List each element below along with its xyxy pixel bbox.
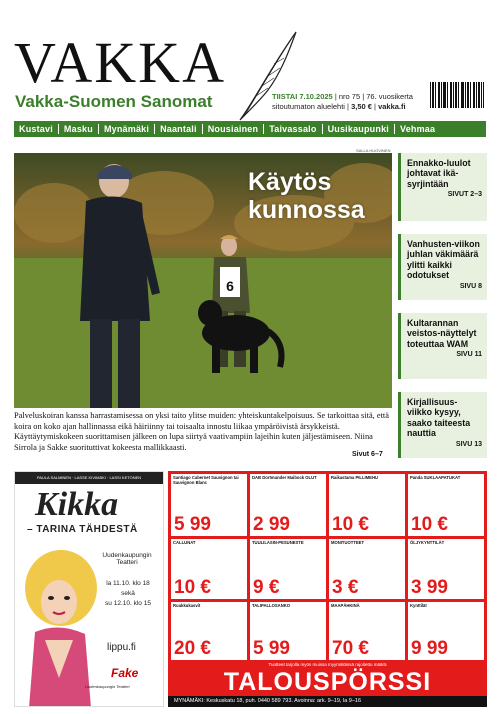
product-name: CALLUNAT [173, 540, 196, 545]
product-cell[interactable] [170, 601, 248, 661]
kikka-subtitle: – TARINA TÄHDESTÄ [27, 524, 138, 535]
product-price: 70 € [332, 638, 369, 659]
product-price: 2 99 [253, 514, 290, 535]
product-cell[interactable] [170, 538, 248, 600]
talousporssi-logo: TALOUSPÖRSSI [168, 668, 487, 696]
photo-credit: SALLA HUOVINEN [356, 148, 391, 153]
product-name: Ruukkukasvit [173, 603, 201, 608]
product-cell[interactable] [249, 538, 327, 600]
newspaper-subtitle: Vakka-Suomen Sanomat [15, 92, 213, 111]
product-name: ÖLJYKYNTTILÄT [410, 540, 445, 545]
product-cell[interactable] [328, 601, 406, 661]
kikka-date-1: la 11.10. klo 18 [106, 580, 150, 587]
product-price: 10 € [332, 514, 369, 535]
product-name: TALIPALLOSANKO [252, 603, 290, 608]
lead-headline[interactable] [248, 168, 365, 224]
kikka-venue: Uudenkaupungin Teatteri [102, 552, 152, 566]
product-name: Raikastama PILLIMEHU [331, 475, 379, 480]
talousporssi-footer: MYNÄMÄKI: Keskuskatu 18, puh. 0440 589 793. Avoinna: ark. 9–19, la 9–16 [168, 696, 487, 707]
product-cell[interactable] [407, 538, 485, 600]
teaser-title: Vanhusten-viikon juhlan väkimäärä ylitti kaikki odotukset [407, 239, 480, 281]
product-cell[interactable] [249, 473, 327, 537]
product-price: 3 99 [411, 577, 448, 598]
kikka-dates [101, 579, 155, 609]
product-price: 10 € [411, 514, 448, 535]
product-price: 10 € [174, 577, 211, 598]
teaser-3[interactable] [398, 313, 487, 379]
product-cell[interactable] [170, 473, 248, 537]
masthead [14, 30, 486, 116]
product-name: Panda SUKLAAPATUKAT [410, 475, 461, 480]
product-cell[interactable] [328, 538, 406, 600]
teaser-title: Ennakko-luulot johtavat ikä-syrjintään [407, 158, 471, 189]
nav-item-kustavi[interactable]: Kustavi [14, 124, 59, 134]
kikka-ticket-link[interactable]: lippu.fi [107, 642, 136, 653]
issue-price: 3,50 € [351, 102, 372, 111]
product-grid [170, 473, 485, 663]
product-price: 9 99 [411, 638, 448, 659]
product-name: TUULILASIN-PESUNESTE [252, 540, 304, 545]
barcode-icon [428, 80, 486, 114]
product-cell[interactable] [328, 473, 406, 537]
product-name: Santiago Cabernet Sauvignon tai Sauvignon Blanc [173, 475, 239, 485]
nav-item-masku[interactable]: Masku [59, 124, 99, 134]
issue-volume: 76. vuosikerta [366, 92, 413, 101]
kikka-logo: Kikka [35, 486, 119, 523]
product-name: Kynttilät [410, 603, 427, 608]
nav-item-uusikaupunki[interactable]: Uusikaupunki [323, 124, 395, 134]
teaser-page: SIVU 11 [456, 351, 482, 359]
teaser-page: SIVU 13 [455, 440, 482, 448]
kikka-sponsor-sub: Uudenkaupungin Teatteri [85, 684, 130, 689]
teaser-title: Kirjallisuus-viikko kysyy, saako taiteesta nauttia [407, 397, 471, 439]
product-price: 3 € [332, 577, 359, 598]
kikka-sponsor: Fake [111, 666, 139, 680]
product-cell[interactable] [249, 601, 327, 661]
teaser-page: SIVUT 2–3 [447, 191, 482, 199]
issue-number: nro 75 [338, 92, 361, 101]
issue-website[interactable]: vakka.fi [378, 102, 406, 111]
newspaper-logo[interactable]: VAKKA [14, 30, 226, 95]
issue-date: TIISTAI 7.10.2025 [272, 92, 333, 101]
product-price: 9 € [253, 577, 280, 598]
product-price: 5 99 [253, 638, 290, 659]
product-cell[interactable] [407, 473, 485, 537]
product-price: 20 € [174, 638, 211, 659]
nav-item-vehmaa[interactable]: Vehmaa [400, 124, 436, 134]
nav-item-nousiainen[interactable]: Nousiainen [203, 124, 265, 134]
issue-info: TIISTAI 7.10.2025 | nro 75 | 76. vuosikerta sitoutumaton aluelehti | 3,50 € | vakka.fi [272, 92, 413, 111]
headline-line-2: kunnossa [248, 196, 365, 224]
kikka-date-joiner: sekä [121, 590, 135, 597]
nav-item-taivassalo[interactable]: Taivassalo [264, 124, 322, 134]
issue-tagline: sitoutumaton aluelehti [272, 102, 345, 111]
lead-page-ref: Sivut 6–7 [352, 451, 383, 458]
headline-line-1: Käytös [248, 168, 332, 196]
kikka-cast: PAULA SALMINEN · LASSE KIVIMÄKI · LASSI KETONEN [15, 472, 163, 484]
talousporssi-banner: Tuotteet tarjolla myös muissa myymälöissä rajoitettu määrä [170, 661, 485, 668]
product-name: DAB Dortmunder Maibock OLUT [252, 475, 317, 480]
nav-item-naantali[interactable]: Naantali [155, 124, 203, 134]
product-price: 5 99 [174, 514, 211, 535]
kikka-date-2: su 12.10. klo 15 [105, 600, 151, 607]
product-name: MAAPÄHKINÄ [331, 603, 360, 608]
lead-caption: Palveluskoiran kanssa harrastamisessa on yksi taito ylitse muiden: yhteiskuntakelpoisuus. Se tarkoittaa sitä, että koira on koko ajan hallinnassa eikä häiriinny tai toisaalta innostu liikaa ympäröivistä ärsykkeistä. Käyttäytymiskokeen suorittamisen jälkeen on lupa siirtyä vaativampiin lajeihin kuten jäljestämiseen. Niina Sirrola ja Sakke suorituttivat kokeesta mallikkaasti. [14, 411, 389, 452]
teaser-1[interactable] [398, 153, 487, 221]
kikka-theatre-ad[interactable] [14, 471, 164, 707]
teaser-page: SIVU 8 [459, 282, 482, 290]
teaser-title: Kultarannan veistos-näyttelyt toteuttaa WAM [407, 318, 477, 349]
product-name: MONITUOTTEET [331, 540, 365, 545]
teaser-2[interactable] [398, 234, 487, 300]
teaser-4[interactable] [398, 392, 487, 458]
municipality-nav [14, 121, 486, 137]
product-cell[interactable] [407, 601, 485, 661]
bib-number: 6 [226, 278, 234, 294]
nav-item-mynamaki[interactable]: Mynämäki [99, 124, 155, 134]
talousporssi-ad[interactable] [168, 471, 487, 707]
